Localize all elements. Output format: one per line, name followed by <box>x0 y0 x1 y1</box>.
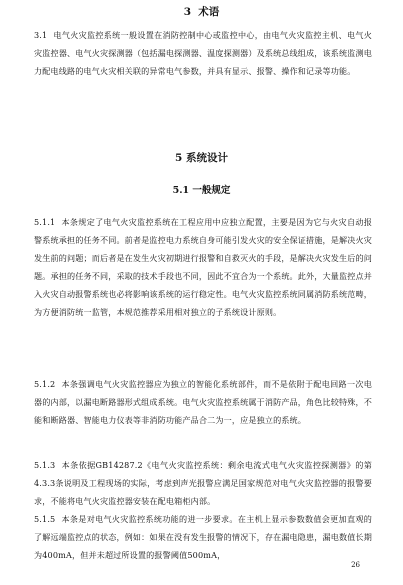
section-5-1-subheading: 5.1 一般规定 <box>172 185 231 196</box>
paragraph-text: 本条依据GB14287.2《电气火灾监控系统：剩余电流式电气火灾监控探测器》的第4.3.3条说明及工程现场的实际，考虑到声光报警应满足国家规范对电气火灾监控器的报警要求，不能将电气火灾监控器安装在配电箱柜内部。 <box>34 460 372 507</box>
section-3-heading: 3 术语 <box>183 6 220 18</box>
paragraph-5-1-5 <box>34 510 372 564</box>
paragraph-number: 3.1 <box>34 30 48 40</box>
paragraph-5-1-3 <box>34 456 372 510</box>
paragraph-5-1-2 <box>34 375 372 429</box>
paragraph-text: 本条是对电气火灾监控系统功能的进一步要求。在主机上显示参数数值会更加直观的了解远端监控点的状态，例如：如果在没有发生报警的情况下，存在漏电隐患，漏电数值长期为400mA，但并未超过所设置的报警阈值500mA， <box>34 514 372 561</box>
paragraph-5-1-1 <box>34 213 372 322</box>
paragraph-text: 电气火灾监控系统一般设置在消防控制中心或监控中心，由电气火灾监控主机、电气火灾监控器、电气火灾探测器（包括漏电探测器、温度探测器）及系统总线组成，该系统监测电力配电线路的电气火灾相关联的异常电气参数，并具有显示、报警、操作和记录等功能。 <box>34 30 372 77</box>
section-5-heading: 5 系统设计 <box>175 152 228 164</box>
page-number: 26 <box>351 561 360 569</box>
paragraph-number: 5.1.2 <box>34 379 56 389</box>
paragraph-number: 5.1.3 <box>34 460 56 470</box>
paragraph-number: 5.1.5 <box>34 514 56 524</box>
paragraph-text: 本条规定了电气火灾监控系统在工程应用中应独立配置，主要是因为它与火灾自动报警系统承担的任务不同。前者是监控电力系统自身可能引发火灾的安全保证措施，是解决火灾发生前的问题；而后者是在发生火灾初期进行报警和自救灭火的手段，是解决火灾发生后的问题。承担的任务不同，采取的技术手段也不同，因此不宜合为一个系统。此外，大量监控点并入火灾自动报警系统也必将影响该系统的运行稳定性。电气火灾监控系统同属消防系统范畴，为方便消防统一监管，本规范推荐采用相对独立的子系统设计原则。 <box>34 217 372 318</box>
paragraph-text: 本条强调电气火灾监控器应为独立的智能化系统部件，而不是依附于配电回路一次电器的内部，以漏电断路器形式组成系统。电气火灾监控系统属于消防产品，角色比较特殊，不能和断路器、智能电力仪表等非消防功能产品合二为一，应是独立的系统。 <box>34 379 372 426</box>
paragraph-3-1 <box>34 26 372 80</box>
paragraph-number: 5.1.1 <box>34 217 56 227</box>
